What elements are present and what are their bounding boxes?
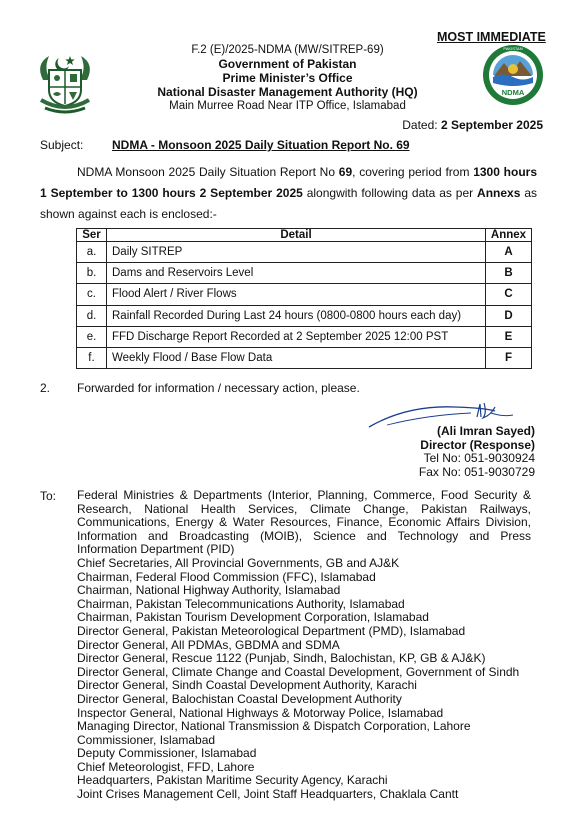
- header-annex: Annex: [486, 229, 532, 242]
- government-of-pakistan-emblem-icon: [33, 50, 97, 114]
- table-row: [77, 284, 532, 305]
- signatory-designation: Director (Response): [420, 437, 535, 452]
- row-ser: e.: [77, 326, 107, 347]
- row-ser: f.: [77, 347, 107, 368]
- intro-period: 1300 hours 1 September to 1300 hours 2 September 2025: [40, 165, 537, 200]
- recipient-item: Managing Director, National Transmission & Dispatch Corporation, Lahore: [77, 719, 471, 734]
- row-annex: C: [486, 284, 532, 305]
- ndma-logo-ring-text: PAKISTAN: [503, 46, 523, 52]
- intro-text-1: NDMA Monsoon 2025 Daily Situation Report No: [77, 165, 339, 179]
- to-label: To:: [40, 489, 57, 503]
- row-detail: Flood Alert / River Flows: [107, 284, 486, 305]
- table-row: [77, 326, 532, 347]
- row-ser: c.: [77, 284, 107, 305]
- header-detail: Detail: [107, 229, 486, 242]
- reference-number: F.2 (E)/2025-NDMA (MW/SITREP-69): [191, 44, 384, 56]
- intro-paragraph: [40, 162, 537, 225]
- recipient-item: Headquarters, Pakistan Maritime Security Agency, Karachi: [77, 773, 388, 788]
- recipient-item: Inspector General, National Highways & Motorway Police, Islamabad: [77, 705, 444, 720]
- recipient-item: Chairman, Pakistan Telecommunications Authority, Islamabad: [77, 596, 405, 611]
- recipient-item: Federal Ministries & Departments (Interior, Planning, Commerce, Food Security & Research, National Health Services, Climate Change, Pakistan Railways, Communications, Energy & Water Resources, Finance, Economic Affairs Division, Information and Broadcasting (MOIB), Science and Technology and Press Information Department (PID): [77, 488, 531, 557]
- row-detail: Daily SITREP: [107, 242, 486, 263]
- table-row: [77, 347, 532, 368]
- signatory-name: (Ali Imran Sayed): [436, 424, 535, 438]
- row-ser: d.: [77, 305, 107, 326]
- row-detail: Weekly Flood / Base Flow Data: [107, 347, 486, 368]
- row-detail: FFD Discharge Report Recorded at 2 September 2025 12:00 PST: [107, 326, 486, 347]
- address-line: Main Murree Road Near ITP Office, Islamabad: [169, 100, 406, 112]
- row-ser: b.: [77, 263, 107, 284]
- row-detail: Dams and Reservoirs Level: [107, 263, 486, 284]
- date-value: 2 September 2025: [440, 118, 543, 132]
- row-detail: Rainfall Recorded During Last 24 hours (0800-0800 hours each day): [107, 305, 486, 326]
- recipient-item: Chairman, Federal Flood Commission (FFC), Islamabad: [77, 569, 376, 584]
- table-row: [77, 242, 532, 263]
- recipient-item: Director General, Balochistan Coastal Development Authority: [77, 691, 402, 706]
- signatory-fax: Fax No: 051-9030729: [418, 464, 535, 479]
- office-line: Prime Minister’s Office: [222, 71, 353, 85]
- recipient-item: Chief Meteorologist, FFD, Lahore: [77, 759, 255, 774]
- recipient-item: Deputy Commissioner, Islamabad: [77, 746, 257, 761]
- intro-text-2: , covering period from: [352, 165, 474, 179]
- annex-table: [76, 228, 532, 369]
- annex-table-header: [77, 229, 532, 242]
- recipient-item: Chief Secretaries, All Provincial Governments, GB and AJ&K: [77, 555, 400, 570]
- row-annex: F: [486, 347, 532, 368]
- header-ser: Ser: [77, 229, 107, 242]
- subject-label: Subject:: [40, 138, 84, 152]
- table-row: [77, 305, 532, 326]
- intro-text-3: alongwith following data as per: [302, 186, 478, 200]
- subject-value: NDMA - Monsoon 2025 Daily Situation Report No. 69: [112, 138, 410, 152]
- date-line: [402, 118, 543, 132]
- paragraph-2-number: 2.: [40, 381, 51, 395]
- recipient-item: Director General, Sindh Coastal Development Authority, Karachi: [77, 678, 417, 693]
- authority-line: National Disaster Management Authority (HQ): [157, 85, 418, 99]
- signature-block: [419, 425, 535, 479]
- ndma-logo-text: NDMA: [501, 88, 525, 97]
- recipient-item: Director General, Rescue 1122 (Punjab, Sindh, Balochistan, KP, GB & AJ&K): [77, 651, 486, 666]
- recipient-item: Commissioner, Islamabad: [77, 732, 216, 747]
- recipient-item: Chairman, National Highway Authority, Islamabad: [77, 583, 341, 598]
- row-annex: D: [486, 305, 532, 326]
- paragraph-2-text: Forwarded for information / necessary action, please.: [77, 381, 360, 395]
- row-annex: E: [486, 326, 532, 347]
- government-line: Government of Pakistan: [218, 57, 357, 71]
- row-annex: B: [486, 263, 532, 284]
- recipient-item: Joint Crises Management Cell, Joint Staff Headquarters, Chaklala Cantt: [77, 787, 459, 802]
- intro-report-number: 69: [338, 165, 353, 179]
- row-ser: a.: [77, 242, 107, 263]
- signatory-tel: Tel No: 051-9030924: [423, 451, 535, 465]
- recipient-item: Director General, Pakistan Meteorological Department (PMD), Islamabad: [77, 623, 466, 638]
- recipient-item: Chairman, Pakistan Tourism Development Corporation, Islamabad: [77, 610, 429, 625]
- date-label: Dated:: [402, 118, 438, 132]
- intro-annexs: Annexs: [477, 186, 521, 200]
- table-row: [77, 263, 532, 284]
- intro-text-4: as shown against each is enclosed:-: [40, 186, 537, 221]
- recipient-item: Director General, All PDMAs, GBDMA and SDMA: [77, 637, 340, 652]
- recipient-item: Director General, Climate Change and Coastal Development, Government of Sindh: [77, 664, 520, 679]
- letterhead: [150, 43, 425, 113]
- recipients-list: [77, 489, 531, 802]
- row-annex: A: [486, 242, 532, 263]
- priority-label: MOST IMMEDIATE: [437, 30, 546, 44]
- ndma-logo-icon: [482, 43, 544, 109]
